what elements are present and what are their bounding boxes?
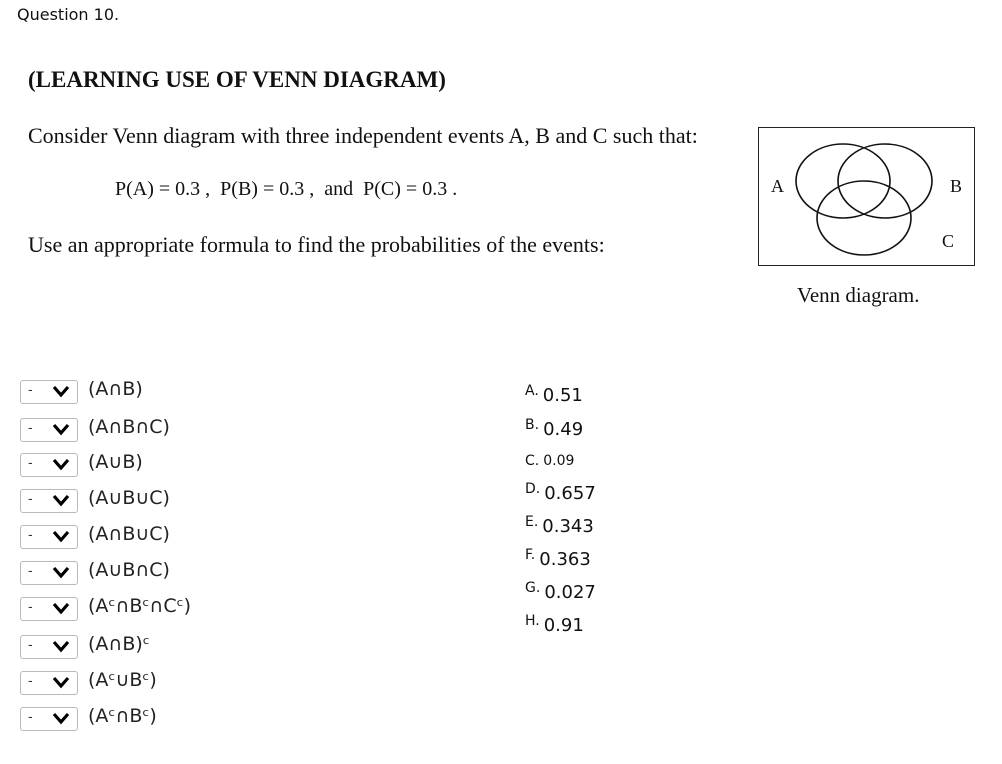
- answer-letter: H.: [525, 613, 540, 629]
- answer-dropdown[interactable]: [20, 635, 78, 659]
- chevron-down-icon: [52, 457, 70, 471]
- chevron-down-icon: [52, 639, 70, 653]
- answer-letter: D.: [525, 481, 541, 497]
- event-expression: (A∪B∪C): [88, 487, 170, 509]
- matching-row: [20, 523, 320, 553]
- dropdown-selected-value: -: [28, 638, 33, 653]
- answer-option: [525, 483, 596, 504]
- answer-value: 0.49: [543, 419, 584, 440]
- question-number: Question 10.: [17, 5, 120, 24]
- dropdown-selected-value: -: [28, 710, 33, 725]
- circle-a: [796, 144, 890, 218]
- event-expression: (Aᶜ∩Bᶜ): [88, 705, 157, 727]
- chevron-down-icon: [52, 422, 70, 436]
- answer-dropdown[interactable]: [20, 671, 78, 695]
- answer-value: 0.363: [539, 549, 591, 570]
- circle-b: [838, 144, 932, 218]
- dropdown-selected-value: -: [28, 383, 33, 398]
- dropdown-selected-value: -: [28, 600, 33, 615]
- question-heading: (LEARNING USE OF VENN DIAGRAM): [28, 67, 446, 92]
- chevron-down-icon: [52, 529, 70, 543]
- event-expression: (A∪B∩C): [88, 559, 170, 581]
- question-intro: Consider Venn diagram with three independent events A, B and C such that:: [28, 123, 698, 148]
- prob-b: P(B) = 0.3 ,: [220, 178, 315, 200]
- dropdown-selected-value: -: [28, 564, 33, 579]
- matching-row: [20, 378, 320, 408]
- answer-dropdown[interactable]: [20, 380, 78, 404]
- answer-value: 0.657: [544, 483, 596, 504]
- answer-dropdown[interactable]: [20, 707, 78, 731]
- dropdown-selected-value: -: [28, 421, 33, 436]
- circle-c: [817, 181, 911, 255]
- matching-row: [20, 559, 320, 589]
- answer-dropdown[interactable]: [20, 597, 78, 621]
- matching-row: [20, 669, 320, 699]
- answer-option: [525, 385, 583, 406]
- matching-row: [20, 633, 320, 663]
- answer-option: [525, 582, 596, 603]
- answer-option: [525, 615, 584, 636]
- venn-label-b: B: [950, 176, 963, 196]
- dropdown-selected-value: -: [28, 456, 33, 471]
- answer-dropdown[interactable]: [20, 453, 78, 477]
- event-expression: (Aᶜ∪Bᶜ): [88, 669, 157, 691]
- dropdown-selected-value: -: [28, 674, 33, 689]
- answer-letter: B.: [525, 417, 540, 433]
- venn-label-c: C: [942, 231, 955, 251]
- chevron-down-icon: [52, 711, 70, 725]
- event-expression: (Aᶜ∩Bᶜ∩Cᶜ): [88, 595, 192, 617]
- chevron-down-icon: [52, 601, 70, 615]
- chevron-down-icon: [52, 565, 70, 579]
- answer-letter: G.: [525, 580, 541, 596]
- answer-dropdown[interactable]: [20, 525, 78, 549]
- probability-statement: [115, 178, 457, 201]
- answer-dropdown[interactable]: [20, 418, 78, 442]
- answer-dropdown[interactable]: [20, 489, 78, 513]
- venn-label-a: A: [771, 176, 784, 196]
- matching-row: [20, 595, 320, 625]
- matching-row: [20, 705, 320, 735]
- answer-value: 0.343: [542, 516, 594, 537]
- answer-letter: C.: [525, 453, 540, 469]
- answer-option: [525, 450, 574, 469]
- answer-value: 0.51: [542, 385, 583, 406]
- task-instruction: Use an appropriate formula to find the probabilities of the events:: [28, 232, 605, 257]
- chevron-down-icon: [52, 384, 70, 398]
- dropdown-selected-value: -: [28, 492, 33, 507]
- dropdown-selected-value: -: [28, 528, 33, 543]
- matching-row: [20, 451, 320, 481]
- answer-letter: E.: [525, 514, 539, 530]
- and-word: and: [324, 178, 354, 200]
- venn-diagram: [758, 127, 975, 266]
- answer-option: [525, 516, 594, 537]
- answer-value: 0.09: [543, 453, 575, 469]
- answer-value: 0.027: [544, 582, 596, 603]
- answer-option: [525, 549, 591, 570]
- event-expression: (A∩B∩C): [88, 416, 170, 438]
- chevron-down-icon: [52, 493, 70, 507]
- event-expression: (A∩B)ᶜ: [88, 633, 150, 655]
- prob-a: P(A) = 0.3 ,: [115, 178, 211, 200]
- answer-value: 0.91: [543, 615, 584, 636]
- event-expression: (A∩B): [88, 378, 143, 400]
- event-expression: (A∩B∪C): [88, 523, 170, 545]
- event-expression: (A∪B): [88, 451, 143, 473]
- answer-option: [525, 419, 583, 440]
- answer-letter: F.: [525, 547, 536, 563]
- venn-caption: Venn diagram.: [797, 283, 920, 307]
- answer-dropdown[interactable]: [20, 561, 78, 585]
- matching-row: [20, 487, 320, 517]
- matching-row: [20, 416, 320, 446]
- chevron-down-icon: [52, 675, 70, 689]
- answer-letter: A.: [525, 383, 539, 399]
- prob-c: P(C) = 0.3 .: [363, 178, 458, 200]
